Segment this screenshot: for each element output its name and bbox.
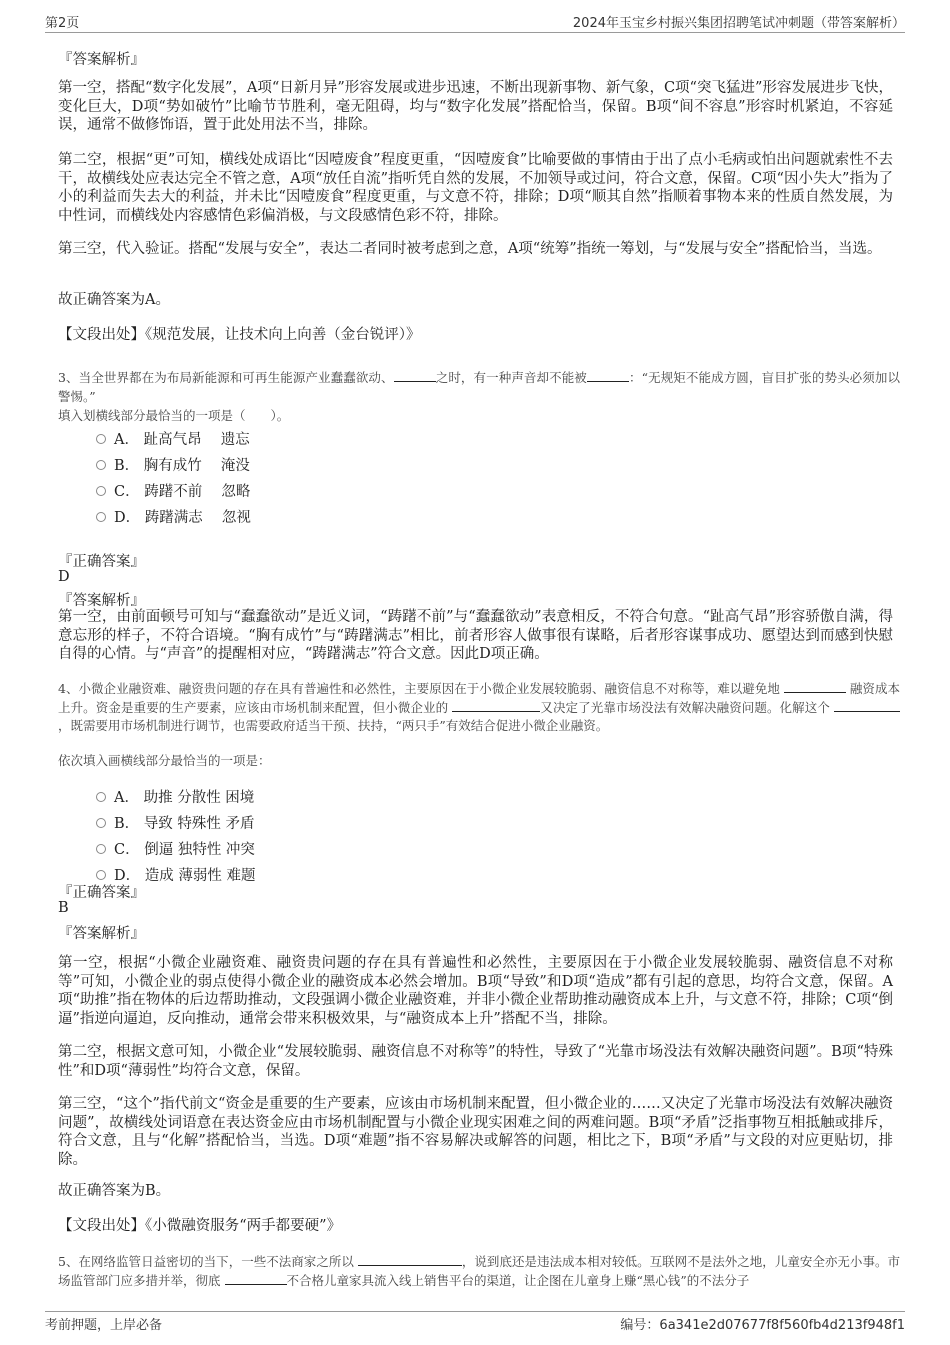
q3-blank-2 bbox=[587, 369, 629, 382]
q3-analysis-label: 『答案解析』 bbox=[58, 593, 145, 609]
q4-answer-label: 『正确答案』 bbox=[58, 885, 145, 901]
q3-answer: D bbox=[58, 569, 70, 585]
q3-blank-1 bbox=[394, 369, 436, 382]
footer-code: 编号：6a341e2d07677f8f560fb4d213f948f1 bbox=[620, 1318, 905, 1333]
q2-source: 【文段出处】《规范发展，让技术向上向善（金台锐评）》 bbox=[58, 327, 421, 343]
q4-answer: B bbox=[58, 900, 69, 916]
radio-icon[interactable] bbox=[96, 844, 106, 854]
radio-icon[interactable] bbox=[96, 792, 106, 802]
q2-analysis-label: 『答案解析』 bbox=[58, 52, 145, 68]
q5-blank-2 bbox=[225, 1272, 287, 1285]
q4-analysis-p1: 第一空，根据“小微企业融资难、融资贵问题的存在具有普遍性和必然性，主要原因在于小微企业发展较脆弱、融资信息不对称等”可知，小微企业的弱点使得小微企业的融资成本必然会增加。B项“导致”和D项“造成”都有引起的意思，均符合文意，保留。A项“助推”指在物体的后边帮助推动，文段强调小微企业融资难，并非小微企业帮助推动融资成本上升，与文意不符，排除；C项“倒逼”指逆向逼迫，反向推动，通常会带来积极效果，与“融资成本上升”搭配不当，排除。 bbox=[58, 955, 893, 1027]
q5-stem: 5、在网络监管日益密切的当下，一些不法商家之所以 ，说到底还是违法成本相对较低。互联网不是法外之地，儿童安全亦无小事。市场监管部门应多措并举，彻底 不合格儿童家具流入线上销售平台的渠道，让企图在儿童身上赚“黑心钱”的不法分子 bbox=[58, 1254, 900, 1288]
q4-option-c[interactable]: C． 倒逼 独特性 冲突 bbox=[96, 840, 255, 860]
footer-slogan: 考前押题，上岸必备 bbox=[45, 1318, 163, 1333]
q4-blank-3 bbox=[834, 699, 900, 712]
q4-stem: 4、小微企业融资难、融资贵问题的存在具有普遍性和必然性，主要原因在于小微企业发展较脆弱、融资信息不对称等，难以避免地 融资成本上升。资金是重要的生产要素，应该由市场机制来配置，但小微企业的 又决定了光靠市场没法有效解决融资问题。化解这个 ，既需要用市场机制进行调节，也需要政府适当干预、扶持，“两只手”有效结合促进小微企业融资。 bbox=[58, 681, 900, 733]
radio-icon[interactable] bbox=[96, 486, 106, 496]
header-divider bbox=[45, 32, 905, 33]
q4-option-a[interactable]: A． 助推 分散性 困境 bbox=[96, 788, 254, 808]
radio-icon[interactable] bbox=[96, 870, 106, 880]
q2-conclusion: 故正确答案为A。 bbox=[58, 292, 170, 308]
q4-analysis-p3: 第三空，“这个”指代前文“资金是重要的生产要素，应该由市场机制来配置，但小微企业的……又决定了光靠市场没法有效解决融资问题”，故横线处词语意在表达资金应由市场机制配置与小微企业现实困难之间的两难问题。B项“矛盾”泛指事物互相抵触或排斥，符合文意，且与“化解”搭配恰当，当选。D项“难题”指不容易解决或解答的问题，相比之下，B项“矛盾”与文段的对应更贴切，排除。 bbox=[58, 1096, 893, 1168]
q2-analysis-p2: 第二空，根据“更”可知，横线处成语比“因噎废食”程度更重，“因噎废食”比喻要做的事情由于出了点小毛病或怕出问题就索性不去干，故横线处应表达完全不管之意，A项“放任自流”指听凭自然的发展，不加领导或过问，符合文意，保留。C项“因小失大”指为了小的利益而失去大的利益，并未比“因噎废食”程度更重，与文意不符，排除；D项“顺其自然”指顺着事物本来的性质自然发展，为中性词，而横线处内容感情色彩偏消极，与文段感情色彩不符，排除。 bbox=[58, 152, 893, 224]
radio-icon[interactable] bbox=[96, 512, 106, 522]
footer-divider bbox=[45, 1311, 905, 1312]
q4-conclusion: 故正确答案为B。 bbox=[58, 1183, 171, 1199]
radio-icon[interactable] bbox=[96, 818, 106, 828]
q3-stem: 3、当全世界都在为布局新能源和可再生能源产业蠢蠢欲动、 之时，有一种声音却不能被 ：“无规矩不能成方圆，盲目扩张的势头必须加以警惕。” bbox=[58, 370, 900, 404]
q3-option-b[interactable]: B． 胸有成竹 淹没 bbox=[96, 456, 250, 476]
q4-option-d[interactable]: D． 造成 薄弱性 难题 bbox=[96, 866, 255, 886]
q5-blank-1 bbox=[358, 1253, 462, 1266]
q3-analysis: 第一空，由前面顿号可知与“蠢蠢欲动”是近义词，“踌躇不前”与“蠢蠢欲动”表意相反，不符合句意。“趾高气昂”形容骄傲自满，得意忘形的样子，不符合语境。“胸有成竹”与“踌躇满志”相比，前者形容人做事很有谋略，后者形容谋事成功、愿望达到而感到快慰自得的心情。与“声音”的提醒相对应，“踌躇满志”符合文意。因此D项正确。 bbox=[58, 609, 893, 662]
q4-analysis-p2: 第二空，根据文意可知，小微企业“发展较脆弱、融资信息不对称等”的特性，导致了“光靠市场没法有效解决融资问题”。B项“特殊性”和D项“薄弱性”均符合文意，保留。 bbox=[58, 1044, 893, 1079]
q3-option-a[interactable]: A． 趾高气昂 遗忘 bbox=[96, 430, 250, 450]
q4-source: 【文段出处】《小微融资服务“两手都要硬”》 bbox=[58, 1218, 342, 1234]
q4-analysis-label: 『答案解析』 bbox=[58, 926, 145, 942]
q4-blank-1 bbox=[784, 680, 846, 693]
radio-icon[interactable] bbox=[96, 460, 106, 470]
page-number: 第2页 bbox=[45, 16, 80, 31]
q2-analysis-p3: 第三空，代入验证。搭配“发展与安全”，表达二者同时被考虑到之意，A项“统筹”指统一筹划，与“发展与安全”搭配恰当，当选。 bbox=[58, 241, 882, 257]
q4-prompt: 依次填入画横线部分最恰当的一项是： bbox=[58, 753, 271, 768]
q3-answer-label: 『正确答案』 bbox=[58, 554, 145, 570]
q4-option-b[interactable]: B． 导致 特殊性 矛盾 bbox=[96, 814, 254, 834]
q2-analysis-p1: 第一空，搭配“数字化发展”，A项“日新月异”形容发展或进步迅速，不断出现新事物、新气象，C项“突飞猛进”形容发展进步飞快，变化巨大，D项“势如破竹”比喻节节胜利，毫无阻碍，均与“数字化发展”搭配恰当，保留。B项“间不容息”形容时机紧迫，不容延误，通常不做修饰语，置于此处用法不当，排除。 bbox=[58, 80, 893, 133]
q4-blank-2 bbox=[452, 699, 540, 712]
q3-prompt: 填入划横线部分最恰当的一项是（ ）。 bbox=[58, 408, 290, 423]
q3-option-d[interactable]: D． 踌躇满志 忽视 bbox=[96, 508, 251, 528]
radio-icon[interactable] bbox=[96, 434, 106, 444]
q3-option-c[interactable]: C． 踌躇不前 忽略 bbox=[96, 482, 250, 502]
document-title: 2024年玉宝乡村振兴集团招聘笔试冲刺题（带答案解析） bbox=[572, 16, 905, 31]
